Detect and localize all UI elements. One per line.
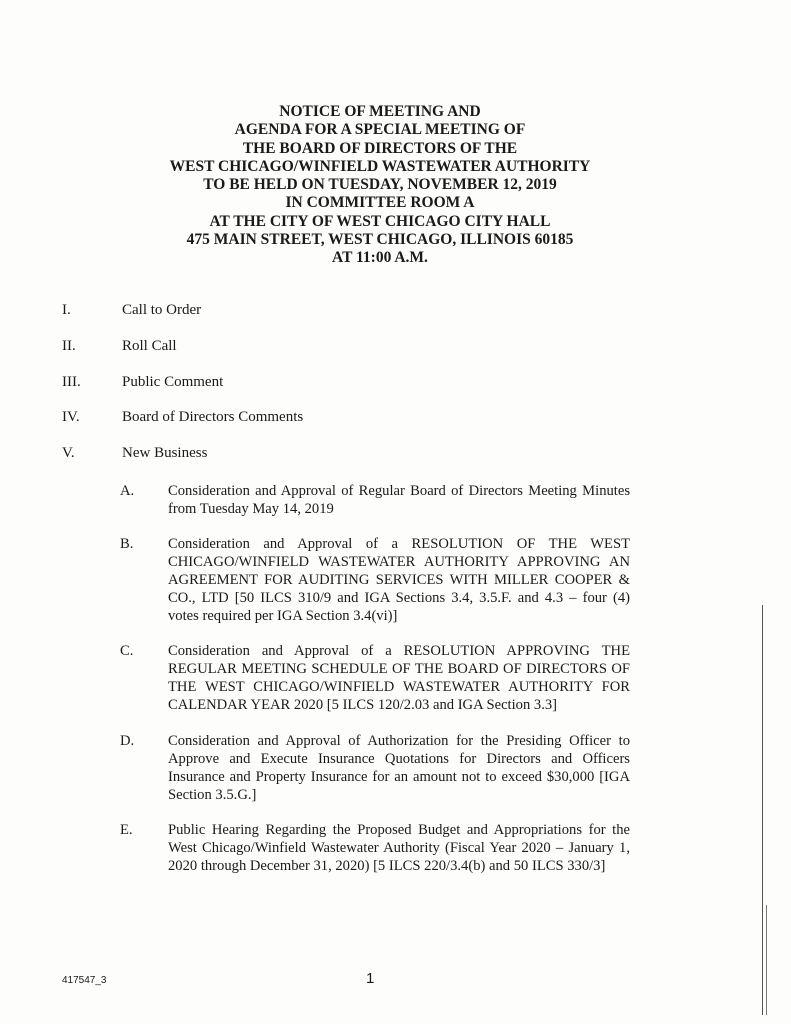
agenda-item-number: III. [62,374,81,390]
agenda-item-number: I. [62,302,71,318]
sub-item-letter: A. [120,483,135,499]
agenda-item-number: V. [62,445,75,461]
agenda-item-text: Board of Directors Comments [122,409,304,425]
sub-item-letter: E. [120,822,133,838]
document-code: 417547_3 [62,975,107,986]
header-line: AT THE CITY OF WEST CHICAGO CITY HALL [209,212,551,230]
header-line: NOTICE OF MEETING AND [279,103,481,120]
sub-item-letter: B. [120,536,134,552]
sub-item-text: Consideration and Approval of a RESOLUTION OF THE WEST CHICAGO/WINFIELD WASTEWATER AUTHORITY APPROVING AN AGREEMENT FOR AUDITING SERVICES WITH MILLER COOPER & CO., LTD [50 ILCS 310/9 and IGA Sections 3.4, 3.5.F. and 4.3 – four (4) votes required per IGA Section 3.4(vi)] [168,536,630,624]
page-number: 1 [366,970,375,987]
scan-edge-line [762,605,763,1015]
sub-item-letter: C. [120,643,134,659]
meeting-notice-header [0,103,760,268]
agenda-item-number: IV. [62,409,80,425]
header-line: 475 MAIN STREET, WEST CHICAGO, ILLINOIS 60185 [186,231,574,249]
scan-edge-line [766,905,767,1015]
agenda-item-text: Public Comment [122,374,224,390]
sub-item-text: Consideration and Approval of Authorization for the Presiding Officer to Approve and Execute Insurance Quotations for Directors and Officers Insurance and Property Insurance for an amount not to exceed $30,000 [IGA Section 3.5.G.] [168,733,630,803]
agenda-item-number: II. [62,338,76,354]
header-line: AGENDA FOR A SPECIAL MEETING OF [234,121,526,139]
header-line: THE BOARD OF DIRECTORS OF THE [242,139,518,157]
sub-item-letter: D. [120,733,135,749]
agenda-item-text: Roll Call [122,338,177,354]
sub-item-text: Consideration and Approval of Regular Board of Directors Meeting Minutes from Tuesday May 14, 2019 [168,483,630,517]
sub-item-text: Public Hearing Regarding the Proposed Budget and Appropriations for the West Chicago/Winfield Wastewater Authority (Fiscal Year 2020 – January 1, 2020 through December 31, 2020) [5 ILCS 220/3.4(b) and 50 ILCS 330/3] [168,822,630,874]
header-line: AT 11:00 A.M. [332,249,428,267]
agenda-item-text: Call to Order [122,302,202,318]
header-line: IN COMMITTEE ROOM A [285,194,475,212]
header-line: TO BE HELD ON TUESDAY, NOVEMBER 12, 2019 [203,176,557,194]
agenda-item-text: New Business [122,445,208,461]
header-line: WEST CHICAGO/WINFIELD WASTEWATER AUTHORITY [169,157,591,175]
sub-item-text: Consideration and Approval of a RESOLUTION APPROVING THE REGULAR MEETING SCHEDULE OF THE BOARD OF DIRECTORS OF THE WEST CHICAGO/WINFIELD WASTEWATER AUTHORITY FOR CALENDAR YEAR 2020 [5 ILCS 120/2.03 and IGA Section 3.3] [168,643,630,713]
